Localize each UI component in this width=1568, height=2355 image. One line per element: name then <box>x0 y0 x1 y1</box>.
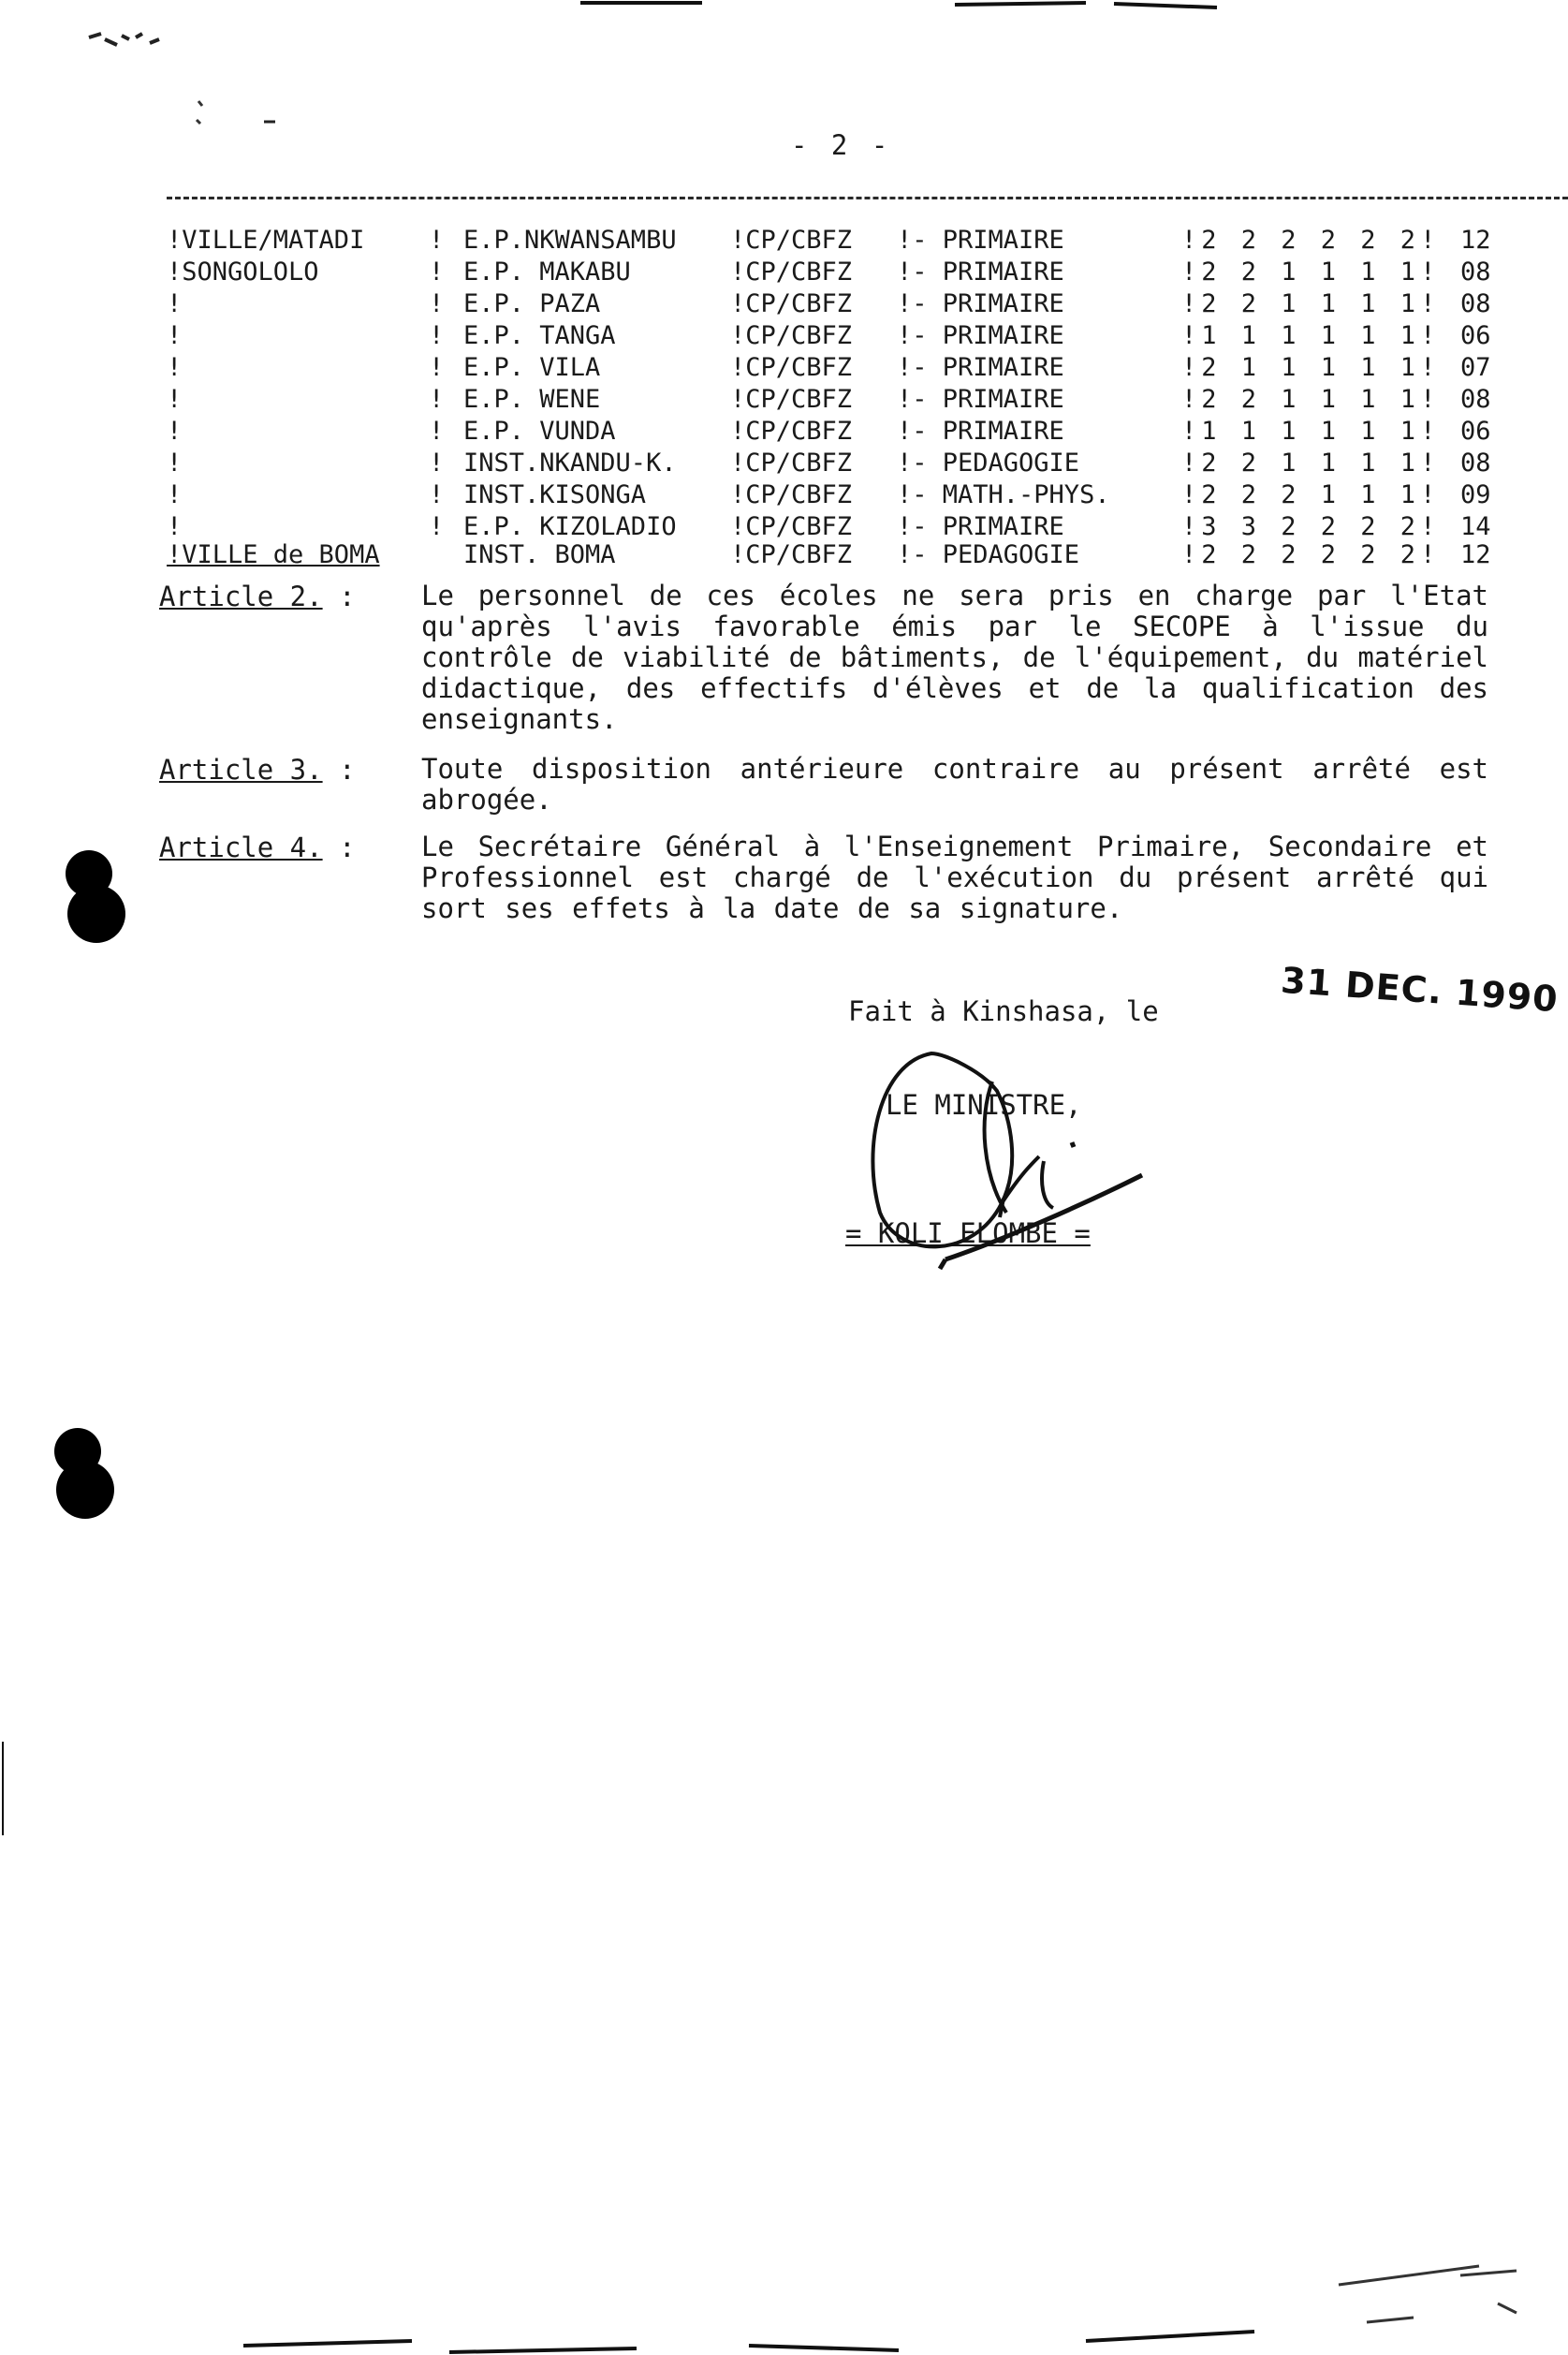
table-row <box>0 258 1568 289</box>
table-cell-separator: ! <box>429 385 445 414</box>
table-cell-total: 08 <box>1460 385 1491 414</box>
table-cell-classes: !2 2 2 1 1 1! <box>1181 480 1441 509</box>
table-cell-school: E.P. PAZA <box>463 289 601 318</box>
table-row <box>0 385 1568 417</box>
table-cell-school: INST.KISONGA <box>463 480 647 509</box>
date-stamp: 31 DEC. 1990 <box>1279 959 1561 1021</box>
table-row <box>0 226 1568 258</box>
table-cell-separator: ! <box>429 512 445 541</box>
article-colon: : <box>322 754 356 786</box>
table-cell-separator: ! <box>429 449 445 478</box>
table-cell-location: !VILLE/MATADI <box>167 226 365 255</box>
table-row <box>0 353 1568 385</box>
table-cell-classes: !2 2 2 2 2 2! <box>1181 540 1441 569</box>
table-cell-school: E.P. VUNDA <box>463 417 616 446</box>
table-cell-location: !SONGOLOLO <box>167 258 319 287</box>
table-cell-location: ! <box>167 321 183 350</box>
article-text: Toute disposition antérieure contraire au présent arrêté est abrogée. <box>421 753 1488 816</box>
closing-place: Fait à Kinshasa, le <box>848 995 1159 1027</box>
table-cell-separator: ! <box>429 258 445 287</box>
table-cell-location: ! <box>167 353 183 382</box>
table-cell-classes: !2 2 1 1 1 1! <box>1181 385 1441 414</box>
table-cell-total: 06 <box>1460 417 1491 446</box>
table-cell-classes: !3 3 2 2 2 2! <box>1181 512 1441 541</box>
handwritten-signature <box>843 1035 1180 1288</box>
table-cell-classes: !2 2 2 2 2 2! <box>1181 226 1441 255</box>
scan-edge-mark <box>0 1742 6 1835</box>
table-cell-separator: ! <box>429 417 445 446</box>
minister-name: = KOLI ELOMBE = <box>845 1217 1091 1249</box>
table-cell-separator: ! <box>429 480 445 509</box>
table-cell-separator: ! <box>429 321 445 350</box>
table-cell-total: 07 <box>1460 353 1491 382</box>
table-cell-type: !CP/CBFZ <box>730 353 853 382</box>
table-cell-total: 08 <box>1460 289 1491 318</box>
table-cell-total: 12 <box>1460 540 1491 569</box>
table-cell-total: 14 <box>1460 512 1491 541</box>
table-cell-type: !CP/CBFZ <box>730 540 853 569</box>
table-cell-type: !CP/CBFZ <box>730 226 853 255</box>
table-cell-total: 08 <box>1460 258 1491 287</box>
table-cell-school: E.P. MAKABU <box>463 258 631 287</box>
table-row <box>0 480 1568 512</box>
table-cell-total: 09 <box>1460 480 1491 509</box>
table-row <box>0 540 1568 572</box>
table-cell-separator: ! <box>429 226 445 255</box>
scan-noise-mark <box>562 0 1236 13</box>
table-cell-section: !- PRIMAIRE <box>897 289 1064 318</box>
article-label: Article 3. <box>159 754 323 786</box>
page-number: - 2 - <box>791 129 892 161</box>
table-cell-section: !- PRIMAIRE <box>897 417 1064 446</box>
table-cell-location: ! <box>167 289 183 318</box>
scan-noise-mark <box>262 117 281 126</box>
table-cell-type: !CP/CBFZ <box>730 258 853 287</box>
scan-noise-mark <box>84 26 206 139</box>
table-cell-total: 08 <box>1460 449 1491 478</box>
table-cell-school: E.P. TANGA <box>463 321 616 350</box>
table-cell-section: !- MATH.-PHYS. <box>897 480 1110 509</box>
table-cell-location: ! <box>167 449 183 478</box>
table-cell-classes: !2 2 1 1 1 1! <box>1181 289 1441 318</box>
table-top-rule <box>167 197 1568 199</box>
punch-hole <box>67 885 125 943</box>
table-cell-classes: !1 1 1 1 1 1! <box>1181 321 1441 350</box>
table-cell-school: INST. BOMA <box>463 540 616 569</box>
table-row <box>0 321 1568 353</box>
table-cell-type: !CP/CBFZ <box>730 512 853 541</box>
table-cell-section: !- PRIMAIRE <box>897 353 1064 382</box>
table-row <box>0 417 1568 449</box>
table-cell-type: !CP/CBFZ <box>730 321 853 350</box>
table-cell-school: E.P. WENE <box>463 385 601 414</box>
table-cell-type: !CP/CBFZ <box>730 449 853 478</box>
table-cell-classes: !2 2 1 1 1 1! <box>1181 449 1441 478</box>
table-cell-classes: !2 2 1 1 1 1! <box>1181 258 1441 287</box>
table-cell-location: ! <box>167 385 183 414</box>
table-cell-school: E.P.NKWANSAMBU <box>463 226 677 255</box>
article-text: Le Secrétaire Général à l'Enseignement Primaire, Secondaire et Professionnel est chargé de l'exécution du présent arrêté qui sort ses effets à la date de sa signature. <box>421 831 1488 924</box>
table-cell-total: 12 <box>1460 226 1491 255</box>
minister-title: LE MINISTRE, <box>886 1089 1082 1121</box>
table-cell-location: ! <box>167 417 183 446</box>
scan-noise-mark <box>243 2191 1554 2355</box>
table-cell-section: !- PRIMAIRE <box>897 512 1064 541</box>
table-cell-classes: !2 1 1 1 1 1! <box>1181 353 1441 382</box>
table-cell-section: !- PRIMAIRE <box>897 226 1064 255</box>
table-cell-separator: ! <box>429 353 445 382</box>
table-cell-type: !CP/CBFZ <box>730 417 853 446</box>
table-row <box>0 289 1568 321</box>
table-cell-school: INST.NKANDU-K. <box>463 449 677 478</box>
table-cell-location: ! <box>167 512 183 541</box>
table-cell-location: !VILLE de BOMA <box>167 540 380 569</box>
table-cell-section: !- PRIMAIRE <box>897 258 1064 287</box>
article-text: Le personnel de ces écoles ne sera pris en charge par l'Etat qu'après l'avis favorable émis par le SECOPE à l'issue du contrôle de viabilité de bâtiments, de l'équipement, du matériel didactique, des effectifs d'élèves et de la qualification des enseignants. <box>421 580 1488 735</box>
table-cell-school: E.P. KIZOLADIO <box>463 512 677 541</box>
table-cell-location: ! <box>167 480 183 509</box>
table-cell-type: !CP/CBFZ <box>730 385 853 414</box>
punch-hole <box>56 1461 114 1519</box>
table-cell-section: !- PEDAGOGIE <box>897 540 1080 569</box>
table-cell-total: 06 <box>1460 321 1491 350</box>
table-cell-section: !- PEDAGOGIE <box>897 449 1080 478</box>
table-cell-classes: !1 1 1 1 1 1! <box>1181 417 1441 446</box>
article-colon: : <box>322 832 356 863</box>
table-cell-type: !CP/CBFZ <box>730 480 853 509</box>
article-label: Article 2. <box>159 581 323 612</box>
table-cell-section: !- PRIMAIRE <box>897 321 1064 350</box>
article-label: Article 4. <box>159 832 323 863</box>
table-cell-separator: ! <box>429 289 445 318</box>
table-row <box>0 449 1568 480</box>
table-cell-type: !CP/CBFZ <box>730 289 853 318</box>
table-cell-section: !- PRIMAIRE <box>897 385 1064 414</box>
table-cell-school: E.P. VILA <box>463 353 601 382</box>
table-row <box>0 512 1568 544</box>
article-colon: : <box>322 581 356 612</box>
